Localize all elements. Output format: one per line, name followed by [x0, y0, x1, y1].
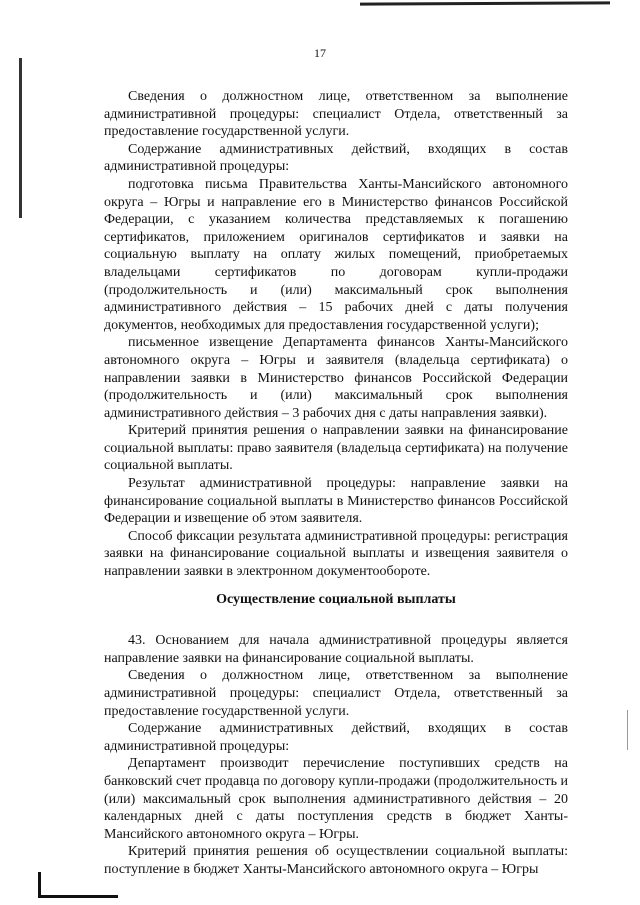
scan-artifact-left-line — [19, 58, 22, 218]
scan-artifact-top-line — [360, 1, 610, 5]
section-heading: Осуществление социальной выплаты — [216, 591, 456, 607]
scan-artifact-right-mark — [627, 710, 628, 750]
paragraph: Результат административной процедуры: направление заявки на финансирование социальной выплаты в Министерство финансов Российской Федерации и извещение об этом заявителя. — [104, 476, 568, 527]
paragraph: Критерий принятия решения об осуществлении социальной выплаты: поступление в бюджет Ханты-Мансийского автономного округа – Югры — [104, 844, 568, 877]
scan-artifact-corner-horizontal — [38, 895, 118, 898]
paragraph: Критерий принятия решения о направлении заявки на финансирование социальной выплаты: право заявителя (владельца сертификата) на получение социальной выплаты. — [104, 423, 568, 474]
paragraph: Сведения о должностном лице, ответственном за выполнение административной процедуры: специалист Отдела, ответственный за предоставление государственной услуги. — [104, 89, 568, 140]
paragraph: Содержание административных действий, входящих в состав административной процедуры: — [104, 141, 568, 175]
paragraph: 43. Основанием для начала административной процедуры является направление заявки на финансирование социальной выплаты. — [104, 633, 568, 666]
paragraph: Сведения о должностном лице, ответственном за выполнение административной процедуры: специалист Отдела, ответственный за предоставление государственной услуги. — [104, 668, 568, 719]
paragraph: Содержание административных действий, входящих в состав административной процедуры: — [104, 721, 568, 754]
paragraph: подготовка письма Правительства Ханты-Мансийского автономного округа – Югры и направление его в Министерство финансов Российской Федерации, с указанием количества представляемых к погашению сертификатов, приложением оригиналов сертификатов и заявки на социальную выплату на оплату жилых помещений, приобретаемых владельцами сертификатов по договорам купли-продажи (продолжительность и (или) максимальный срок выполнения административного действия – 15 рабочих дней с даты получения документов, необходимых для предоставления государственной услуги); — [104, 176, 568, 333]
document-body — [104, 88, 568, 879]
paragraph: Департамент производит перечисление поступивших средств на банковский счет продавца по договору купли-продажи (продолжительность и (или) максимальный срок выполнения административного действия – 20 календарных дней с даты поступления средств в бюджет Ханты-Мансийского автономного округа – Югры. — [104, 756, 568, 842]
paragraph: письменное извещение Департамента финансов Ханты-Мансийского автономного округа – Югры и заявителя (владельца сертификата) о направлении заявки в Министерство финансов Российской Федерации (продолжительность и (или) максимальный срок выполнения административного действия – 3 рабочих дня с даты направления заявки). — [104, 335, 568, 421]
page-number: 17 — [314, 46, 326, 60]
paragraph: Способ фиксации результата административной процедуры: регистрация заявки на финансирование социальной выплаты и извещения заявителя о направлении заявки в электронном документообороте. — [104, 528, 568, 580]
